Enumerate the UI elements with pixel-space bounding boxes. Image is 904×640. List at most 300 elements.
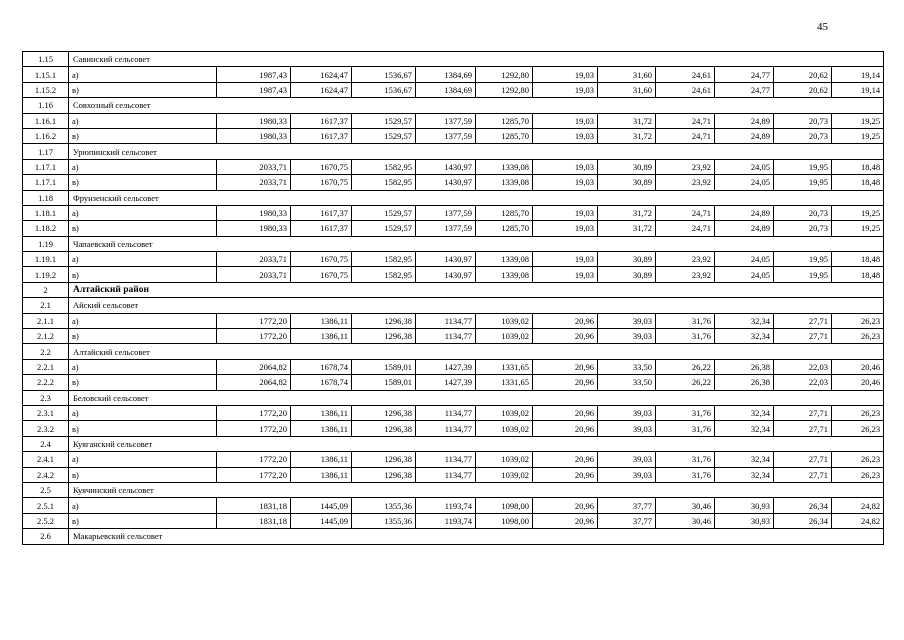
value-cell: 1617,37	[291, 205, 352, 220]
value-cell: 37,77	[598, 513, 656, 528]
value-cell: 18,48	[832, 159, 884, 174]
value-cell: 31,72	[598, 221, 656, 236]
value-cell: 1134,77	[416, 452, 476, 467]
table-row	[23, 329, 884, 344]
row-code: 2.3	[23, 390, 69, 405]
value-cell: 19,95	[774, 175, 832, 190]
settlement-header-row	[23, 144, 884, 159]
value-cell: 1427,39	[416, 375, 476, 390]
value-cell: 19,25	[832, 113, 884, 128]
value-cell: 20,73	[774, 205, 832, 220]
value-cell: 27,71	[774, 313, 832, 328]
value-cell: 30,89	[598, 252, 656, 267]
value-cell: 1285,70	[476, 205, 533, 220]
value-cell: 1980,33	[217, 113, 291, 128]
district-row	[23, 282, 884, 297]
value-cell: 31,76	[656, 329, 715, 344]
value-cell: 30,89	[598, 175, 656, 190]
table-row	[23, 421, 884, 436]
value-cell: 1193,74	[416, 498, 476, 513]
value-cell: 1430,97	[416, 175, 476, 190]
value-cell: 20,96	[533, 513, 598, 528]
value-cell: 1134,77	[416, 329, 476, 344]
value-cell: 24,05	[715, 159, 774, 174]
settlement-header-row	[23, 298, 884, 313]
table-row	[23, 375, 884, 390]
value-cell: 1292,80	[476, 82, 533, 97]
value-cell: 1384,69	[416, 67, 476, 82]
settlement-header-row	[23, 344, 884, 359]
settlement-name: Алтайский сельсовет	[69, 344, 884, 359]
value-cell: 22,03	[774, 359, 832, 374]
value-cell: 26,34	[774, 498, 832, 513]
row-variant: а)	[69, 159, 217, 174]
settlement-header-row	[23, 390, 884, 405]
value-cell: 23,92	[656, 267, 715, 282]
value-cell: 27,71	[774, 329, 832, 344]
value-cell: 1536,67	[352, 67, 416, 82]
row-code: 1.18.2	[23, 221, 69, 236]
value-cell: 26,23	[832, 405, 884, 420]
value-cell: 1134,77	[416, 467, 476, 482]
value-cell: 1386,11	[291, 313, 352, 328]
value-cell: 24,05	[715, 267, 774, 282]
table-row	[23, 267, 884, 282]
value-cell: 1670,75	[291, 267, 352, 282]
value-cell: 27,71	[774, 452, 832, 467]
value-cell: 1134,77	[416, 405, 476, 420]
row-variant: а)	[69, 67, 217, 82]
value-cell: 1377,59	[416, 113, 476, 128]
value-cell: 26,23	[832, 452, 884, 467]
row-code: 2.1.1	[23, 313, 69, 328]
value-cell: 24,05	[715, 252, 774, 267]
row-code: 2.3.2	[23, 421, 69, 436]
value-cell: 1529,57	[352, 221, 416, 236]
value-cell: 1670,75	[291, 252, 352, 267]
value-cell: 33,50	[598, 375, 656, 390]
value-cell: 26,38	[715, 359, 774, 374]
value-cell: 1536,67	[352, 82, 416, 97]
row-code: 1.15.1	[23, 67, 69, 82]
row-code: 1.17	[23, 144, 69, 159]
value-cell: 30,89	[598, 159, 656, 174]
settlement-name: Чапаевский сельсовет	[69, 236, 884, 251]
table-row	[23, 313, 884, 328]
table-row	[23, 252, 884, 267]
settlement-header-row	[23, 436, 884, 451]
row-code: 2.2.2	[23, 375, 69, 390]
value-cell: 1098,00	[476, 513, 533, 528]
value-cell: 24,82	[832, 498, 884, 513]
value-cell: 1377,59	[416, 221, 476, 236]
value-cell: 1296,38	[352, 405, 416, 420]
table-row	[23, 498, 884, 513]
tariff-table	[22, 51, 884, 545]
row-code: 1.15.2	[23, 82, 69, 97]
row-variant: в)	[69, 513, 217, 528]
value-cell: 26,23	[832, 313, 884, 328]
table-row	[23, 221, 884, 236]
value-cell: 1678,74	[291, 375, 352, 390]
value-cell: 1339,08	[476, 267, 533, 282]
value-cell: 26,38	[715, 375, 774, 390]
value-cell: 31,60	[598, 67, 656, 82]
value-cell: 1670,75	[291, 175, 352, 190]
value-cell: 24,89	[715, 113, 774, 128]
value-cell: 1384,69	[416, 82, 476, 97]
value-cell: 1285,70	[476, 128, 533, 143]
value-cell: 24,77	[715, 67, 774, 82]
value-cell: 1980,33	[217, 128, 291, 143]
value-cell: 1296,38	[352, 313, 416, 328]
value-cell: 39,03	[598, 467, 656, 482]
value-cell: 1980,33	[217, 221, 291, 236]
value-cell: 1386,11	[291, 421, 352, 436]
value-cell: 19,25	[832, 205, 884, 220]
value-cell: 1296,38	[352, 421, 416, 436]
value-cell: 1098,00	[476, 498, 533, 513]
value-cell: 24,71	[656, 221, 715, 236]
value-cell: 1529,57	[352, 128, 416, 143]
value-cell: 20,73	[774, 113, 832, 128]
settlement-header-row	[23, 52, 884, 67]
value-cell: 19,03	[533, 205, 598, 220]
value-cell: 24,89	[715, 128, 774, 143]
row-code: 1.19	[23, 236, 69, 251]
value-cell: 19,95	[774, 159, 832, 174]
settlement-header-row	[23, 529, 884, 544]
row-code: 2.3.1	[23, 405, 69, 420]
value-cell: 19,03	[533, 113, 598, 128]
value-cell: 20,96	[533, 405, 598, 420]
table-row	[23, 359, 884, 374]
value-cell: 1134,77	[416, 421, 476, 436]
table-row	[23, 405, 884, 420]
value-cell: 1377,59	[416, 128, 476, 143]
value-cell: 1831,18	[217, 498, 291, 513]
value-cell: 2033,71	[217, 159, 291, 174]
value-cell: 26,22	[656, 359, 715, 374]
value-cell: 1617,37	[291, 221, 352, 236]
row-code: 2.5	[23, 482, 69, 497]
table-row	[23, 205, 884, 220]
table-row	[23, 82, 884, 97]
settlement-name: Фрунзенский сельсовет	[69, 190, 884, 205]
value-cell: 1430,97	[416, 267, 476, 282]
table-row	[23, 113, 884, 128]
settlement-header-row	[23, 98, 884, 113]
value-cell: 31,72	[598, 128, 656, 143]
value-cell: 1831,18	[217, 513, 291, 528]
value-cell: 1987,43	[217, 82, 291, 97]
row-code: 1.16.1	[23, 113, 69, 128]
value-cell: 30,93	[715, 498, 774, 513]
row-code: 2.1	[23, 298, 69, 313]
value-cell: 2033,71	[217, 252, 291, 267]
value-cell: 19,03	[533, 67, 598, 82]
value-cell: 1285,70	[476, 221, 533, 236]
value-cell: 1582,95	[352, 159, 416, 174]
row-code: 2.2	[23, 344, 69, 359]
row-code: 2.5.2	[23, 513, 69, 528]
settlement-name: Куячинский сельсовет	[69, 482, 884, 497]
row-variant: в)	[69, 421, 217, 436]
row-code: 1.18	[23, 190, 69, 205]
value-cell: 26,23	[832, 467, 884, 482]
row-code: 1.16	[23, 98, 69, 113]
value-cell: 1624,47	[291, 82, 352, 97]
value-cell: 32,34	[715, 313, 774, 328]
value-cell: 31,72	[598, 113, 656, 128]
settlement-name: Айский сельсовет	[69, 298, 884, 313]
row-code: 2.4.2	[23, 467, 69, 482]
value-cell: 20,73	[774, 128, 832, 143]
value-cell: 39,03	[598, 313, 656, 328]
value-cell: 1355,36	[352, 513, 416, 528]
row-code: 1.18.1	[23, 205, 69, 220]
value-cell: 24,89	[715, 221, 774, 236]
value-cell: 1617,37	[291, 128, 352, 143]
value-cell: 24,77	[715, 82, 774, 97]
value-cell: 19,14	[832, 67, 884, 82]
value-cell: 1772,20	[217, 421, 291, 436]
value-cell: 19,25	[832, 221, 884, 236]
value-cell: 1296,38	[352, 452, 416, 467]
value-cell: 19,03	[533, 82, 598, 97]
settlement-name: Урюпинский сельсовет	[69, 144, 884, 159]
value-cell: 27,71	[774, 405, 832, 420]
value-cell: 20,96	[533, 452, 598, 467]
value-cell: 22,03	[774, 375, 832, 390]
settlement-name: Беловский сельсовет	[69, 390, 884, 405]
value-cell: 24,61	[656, 67, 715, 82]
value-cell: 1386,11	[291, 405, 352, 420]
value-cell: 1039,02	[476, 329, 533, 344]
value-cell: 1772,20	[217, 313, 291, 328]
value-cell: 20,62	[774, 82, 832, 97]
row-code: 1.17.1	[23, 159, 69, 174]
value-cell: 32,34	[715, 421, 774, 436]
value-cell: 1678,74	[291, 359, 352, 374]
value-cell: 1285,70	[476, 113, 533, 128]
table-row	[23, 159, 884, 174]
value-cell: 32,34	[715, 467, 774, 482]
value-cell: 1386,11	[291, 467, 352, 482]
value-cell: 1377,59	[416, 205, 476, 220]
row-code: 2.5.1	[23, 498, 69, 513]
value-cell: 24,71	[656, 113, 715, 128]
row-code: 2.6	[23, 529, 69, 544]
value-cell: 1529,57	[352, 113, 416, 128]
value-cell: 1430,97	[416, 252, 476, 267]
row-variant: а)	[69, 498, 217, 513]
value-cell: 1445,09	[291, 498, 352, 513]
value-cell: 20,73	[774, 221, 832, 236]
settlement-header-row	[23, 236, 884, 251]
value-cell: 1445,09	[291, 513, 352, 528]
value-cell: 27,71	[774, 421, 832, 436]
value-cell: 1589,01	[352, 375, 416, 390]
row-variant: а)	[69, 113, 217, 128]
value-cell: 24,61	[656, 82, 715, 97]
row-variant: а)	[69, 405, 217, 420]
value-cell: 1331,65	[476, 359, 533, 374]
row-code: 1.19.2	[23, 267, 69, 282]
value-cell: 18,48	[832, 267, 884, 282]
value-cell: 30,93	[715, 513, 774, 528]
table-row	[23, 452, 884, 467]
value-cell: 32,34	[715, 452, 774, 467]
value-cell: 19,03	[533, 221, 598, 236]
value-cell: 32,34	[715, 329, 774, 344]
value-cell: 1039,02	[476, 313, 533, 328]
value-cell: 20,96	[533, 313, 598, 328]
value-cell: 24,71	[656, 128, 715, 143]
value-cell: 1039,02	[476, 452, 533, 467]
value-cell: 1386,11	[291, 329, 352, 344]
table-row	[23, 467, 884, 482]
value-cell: 20,62	[774, 67, 832, 82]
value-cell: 20,96	[533, 421, 598, 436]
value-cell: 1296,38	[352, 467, 416, 482]
district-name: Алтайский район	[69, 282, 884, 297]
value-cell: 1582,95	[352, 267, 416, 282]
value-cell: 33,50	[598, 359, 656, 374]
value-cell: 1296,38	[352, 329, 416, 344]
row-variant: в)	[69, 467, 217, 482]
row-code: 2.2.1	[23, 359, 69, 374]
table-row	[23, 513, 884, 528]
value-cell: 26,23	[832, 421, 884, 436]
row-variant: в)	[69, 175, 217, 190]
value-cell: 1772,20	[217, 467, 291, 482]
row-variant: в)	[69, 329, 217, 344]
value-cell: 1039,02	[476, 405, 533, 420]
value-cell: 31,76	[656, 313, 715, 328]
value-cell: 20,46	[832, 375, 884, 390]
value-cell: 39,03	[598, 329, 656, 344]
row-code: 1.19.1	[23, 252, 69, 267]
value-cell: 30,46	[656, 513, 715, 528]
row-code: 2.4.1	[23, 452, 69, 467]
row-variant: в)	[69, 221, 217, 236]
value-cell: 19,03	[533, 175, 598, 190]
row-variant: в)	[69, 82, 217, 97]
value-cell: 39,03	[598, 452, 656, 467]
value-cell: 24,82	[832, 513, 884, 528]
value-cell: 24,71	[656, 205, 715, 220]
value-cell: 31,76	[656, 405, 715, 420]
value-cell: 23,92	[656, 252, 715, 267]
value-cell: 23,92	[656, 159, 715, 174]
table-row	[23, 175, 884, 190]
value-cell: 19,03	[533, 267, 598, 282]
value-cell: 2064,82	[217, 375, 291, 390]
value-cell: 26,22	[656, 375, 715, 390]
value-cell: 31,60	[598, 82, 656, 97]
value-cell: 26,34	[774, 513, 832, 528]
row-code: 2.4	[23, 436, 69, 451]
value-cell: 30,89	[598, 267, 656, 282]
value-cell: 2064,82	[217, 359, 291, 374]
value-cell: 1427,39	[416, 359, 476, 374]
settlement-name: Макарьевский сельсовет	[69, 529, 884, 544]
value-cell: 18,48	[832, 252, 884, 267]
value-cell: 19,95	[774, 267, 832, 282]
value-cell: 19,95	[774, 252, 832, 267]
value-cell: 1589,01	[352, 359, 416, 374]
value-cell: 1039,02	[476, 467, 533, 482]
row-variant: а)	[69, 452, 217, 467]
value-cell: 1193,74	[416, 513, 476, 528]
value-cell: 1529,57	[352, 205, 416, 220]
value-cell: 1617,37	[291, 113, 352, 128]
value-cell: 19,03	[533, 252, 598, 267]
value-cell: 30,46	[656, 498, 715, 513]
row-variant: а)	[69, 205, 217, 220]
row-code: 1.15	[23, 52, 69, 67]
value-cell: 19,03	[533, 159, 598, 174]
value-cell: 1670,75	[291, 159, 352, 174]
value-cell: 24,05	[715, 175, 774, 190]
row-code: 1.17.1	[23, 175, 69, 190]
settlement-name: Куяганский сельсовет	[69, 436, 884, 451]
value-cell: 19,14	[832, 82, 884, 97]
value-cell: 19,03	[533, 128, 598, 143]
value-cell: 24,89	[715, 205, 774, 220]
value-cell: 20,96	[533, 467, 598, 482]
value-cell: 20,96	[533, 359, 598, 374]
value-cell: 23,92	[656, 175, 715, 190]
row-code: 2	[23, 282, 69, 297]
value-cell: 1582,95	[352, 175, 416, 190]
value-cell: 32,34	[715, 405, 774, 420]
row-code: 2.1.2	[23, 329, 69, 344]
row-variant: а)	[69, 313, 217, 328]
value-cell: 1624,47	[291, 67, 352, 82]
row-variant: а)	[69, 252, 217, 267]
page-number: 45	[817, 21, 828, 33]
value-cell: 20,96	[533, 498, 598, 513]
value-cell: 2033,71	[217, 175, 291, 190]
settlement-header-row	[23, 482, 884, 497]
value-cell: 1772,20	[217, 452, 291, 467]
settlement-name: Савинский сельсовет	[69, 52, 884, 67]
value-cell: 1331,65	[476, 375, 533, 390]
value-cell: 1987,43	[217, 67, 291, 82]
value-cell: 39,03	[598, 421, 656, 436]
value-cell: 1582,95	[352, 252, 416, 267]
value-cell: 20,96	[533, 329, 598, 344]
value-cell: 1292,80	[476, 67, 533, 82]
value-cell: 26,23	[832, 329, 884, 344]
row-variant: в)	[69, 267, 217, 282]
value-cell: 1134,77	[416, 313, 476, 328]
value-cell: 19,25	[832, 128, 884, 143]
value-cell: 2033,71	[217, 267, 291, 282]
value-cell: 31,72	[598, 205, 656, 220]
value-cell: 20,46	[832, 359, 884, 374]
value-cell: 1039,02	[476, 421, 533, 436]
value-cell: 1430,97	[416, 159, 476, 174]
value-cell: 31,76	[656, 421, 715, 436]
value-cell: 39,03	[598, 405, 656, 420]
value-cell: 31,76	[656, 467, 715, 482]
row-variant: в)	[69, 375, 217, 390]
value-cell: 31,76	[656, 452, 715, 467]
value-cell: 1386,11	[291, 452, 352, 467]
